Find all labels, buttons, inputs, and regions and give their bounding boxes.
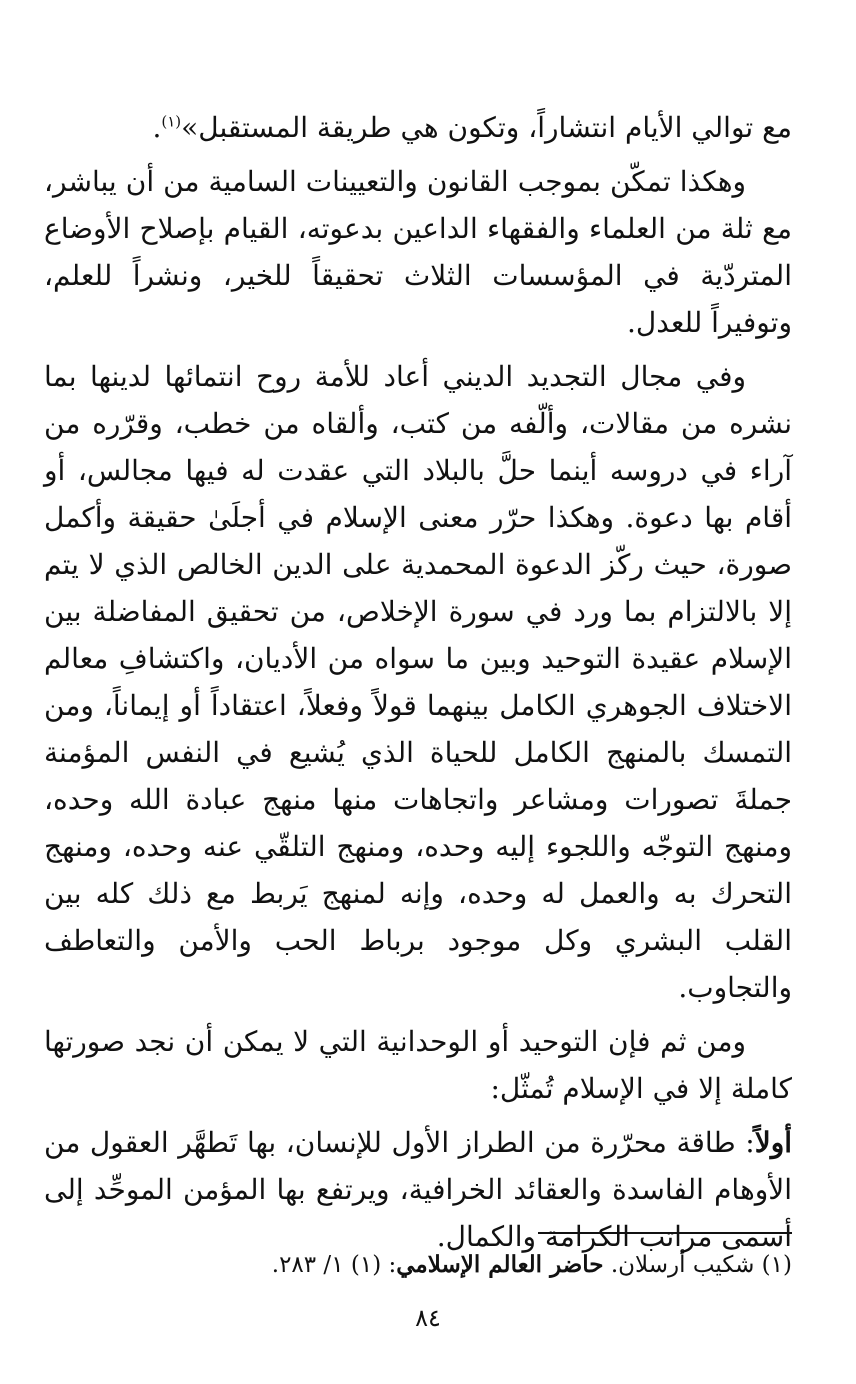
- footnote: [44, 1248, 792, 1282]
- footnote-author: شكيب أرسلان.: [610, 1252, 755, 1278]
- first-point-label: أولاً: [754, 1126, 792, 1159]
- page-number: ٨٤: [415, 1304, 441, 1332]
- paragraph-end-mark: .: [152, 111, 162, 144]
- paragraph-text: مع توالي الأيام انتشاراً، وتكون هي طريقة المستقبل»: [181, 111, 792, 144]
- paragraph-tawhid: ومن ثم فإن التوحيد أو الوحدانية التي لا يمكن أن نجد صورتها كاملة إلا في الإسلام تُمثّل:: [44, 1025, 792, 1105]
- paragraph-first-point: [44, 1119, 792, 1260]
- paragraph-religious-renewal: وفي مجال التجديد الديني أعاد للأمة روح انتمائها لدينها بما نشره من مقالات، وألّفه من كتب، وألقاه من خطب، وقرّره من آراء في دروسه أينما حلَّ بالبلاد التي عقدت له فيها مجالس، أو أقام بها دعوة. وهكذا حرّر معنى الإسلام في أجلَىٰ حقيقة وأكمل صورة، حيث ركّز الدعوة المحمدية على الدين الخالص الذي لا يتم إلا بالالتزام بما ورد في سورة الإخلاص، من تحقيق المفاضلة بين الإسلام عقيدة التوحيد وبين ما سواه من الأديان، واكتشافِ معالم الاختلاف الجوهري الكامل بينهما قولاً وفعلاً، اعتقاداً أو إيماناً، ومن التمسك بالمنهج الكامل للحياة الذي يُشيع في النفس المؤمنة جملةَ تصورات ومشاعر واتجاهات منها منهج عبادة الله وحده، ومنهج التوجّه واللجوء إليه وحده، ومنهج التلقّي عنه وحده، ومنهج التحرك به والعمل له وحده، وإنه لمنهج يَربط مع ذلك كله بين القلب البشري وكل موجود برباط الحب والأمن والتعاطف والتجاوب.: [44, 360, 792, 1004]
- footnote-reference: (١): [161, 112, 182, 131]
- footnote-locator: : (١) ١/ ٢٨٣.: [271, 1252, 397, 1278]
- footnote-book-title: حاضر العالم الإسلامي: [396, 1251, 604, 1278]
- footnote-number: (١): [761, 1252, 792, 1278]
- footnote-divider: [538, 1232, 792, 1234]
- paragraph-reform: وهكذا تمكّن بموجب القانون والتعيينات السامية من أن يباشر، مع ثلة من العلماء والفقهاء الداعين بدعوته، القيام بإصلاح الأوضاع المتردّية في المؤسسات الثلاث تحقيقاً للخير، ونشراً للعلم، وتوفيراً للعدل.: [44, 165, 793, 339]
- first-point-text: : طاقة محرّرة من الطراز الأول للإنسان، بها تَطهَّر العقول من الأوهام الفاسدة والعقائد الخرافية، ويرتفع بها المؤمن الموحِّد إلى أسمى مراتب الكرامة والكمال.: [44, 1126, 792, 1253]
- paragraph-continuation: [44, 104, 792, 151]
